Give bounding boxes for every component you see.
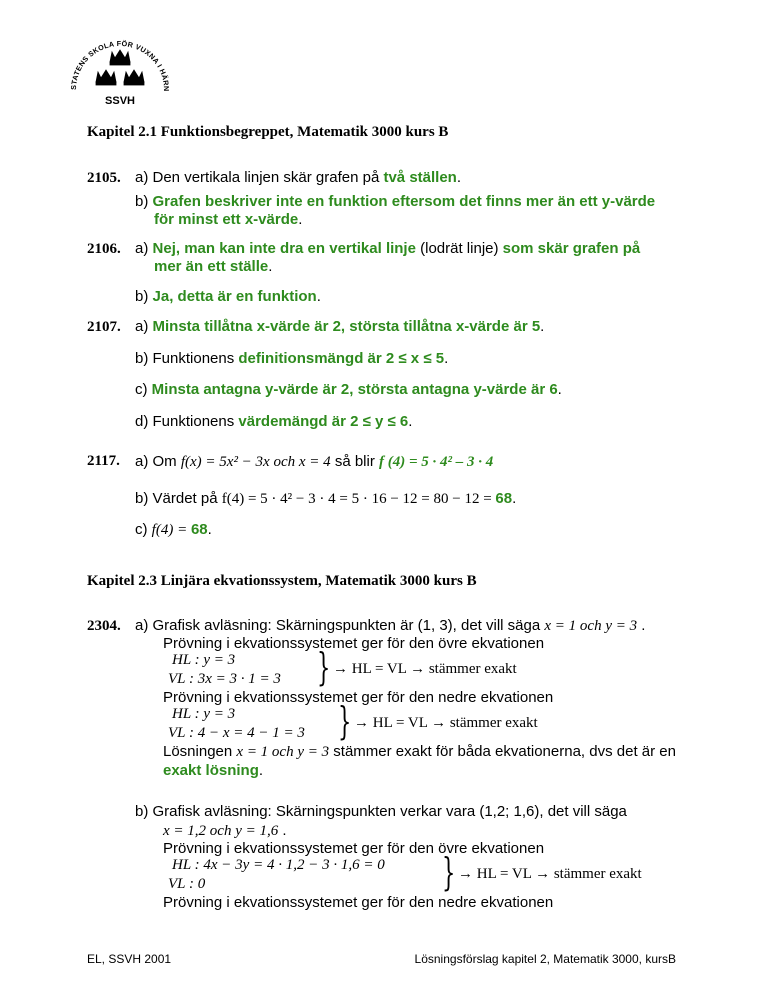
problem-number-2304: 2304. <box>87 618 121 634</box>
ssvh-logo <box>66 28 174 112</box>
problem-number-2117: 2117. <box>87 453 120 469</box>
problem-number-2107: 2107. <box>87 319 121 335</box>
footer-left: EL, SSVH 2001 <box>87 952 172 966</box>
answer-2304b-line1: b) Grafisk avläsning: Skärningspunkten verkar vara (1,2; 1,6), det vill säga <box>135 803 627 820</box>
answer-2105a: a) Den vertikala linjen skär grafen på två ställen. <box>135 169 462 186</box>
answer-2117b: b) Värdet på f(4) = 5 · 4² − 3 · 4 = 5 · 16 − 12 = 80 − 12 = 68. <box>135 490 517 507</box>
answer-2304b-check-upper: Prövning i ekvationssystemet ger för den övre ekvationen <box>163 840 545 857</box>
crown-seal-icon <box>66 28 174 112</box>
solution-line: Lösningen x = 1 och y = 3 stämmer exakt för båda ekvationerna, dvs det är en <box>163 743 676 760</box>
answer-2304b-check-lower: Prövning i ekvationssystemet ger för den nedre ekvationen <box>163 894 554 911</box>
hl-eq-1: HL : y = 3 <box>172 652 236 668</box>
answer-2107c: c) Minsta antagna y-värde är 2, största antagna y-värde är 6. <box>135 381 562 398</box>
answer-2105b-cont: för minst ett x-värde. <box>154 211 303 228</box>
answer-2304a-line1: a) Grafisk avläsning: Skärningspunkten är (1, 3), det vill säga x = 1 och y = 3 . <box>135 617 646 634</box>
answer-2117a: a) Om f(x) = 5x² − 3x och x = 4 så blir f (4) = 5 · 4² – 3 · 4 <box>135 453 494 470</box>
vl-eq-1: VL : 3x = 3 · 1 = 3 <box>168 671 281 687</box>
answer-2106a-cont: mer än ett ställe. <box>154 258 273 275</box>
vl-eq-2: VL : 4 − x = 4 − 1 = 3 <box>168 725 305 741</box>
answer-2107d: d) Funktionens värdemängd är 2 ≤ y ≤ 6. <box>135 413 413 430</box>
chapter-title-2-3: Kapitel 2.3 Linjära ekvationssystem, Matematik 3000 kurs B <box>87 573 477 589</box>
hl-eq-3: HL : 4x − 3y = 4 · 1,2 − 3 · 1,6 = 0 <box>172 857 385 873</box>
conclusion-2: → HL = VL → stämmer exakt <box>354 715 538 731</box>
answer-2304a-check-upper: Prövning i ekvationssystemet ger för den övre ekvationen <box>163 635 545 652</box>
hl-eq-2: HL : y = 3 <box>172 706 236 722</box>
problem-number-2106: 2106. <box>87 241 121 257</box>
solution-line-2: exakt lösning. <box>163 762 264 779</box>
conclusion-1: → HL = VL → stämmer exakt <box>333 661 517 677</box>
brace-1: } <box>317 645 331 689</box>
answer-2304b-line2: x = 1,2 och y = 1,6 . <box>163 822 287 839</box>
brace-2: } <box>338 699 352 743</box>
answer-2107b: b) Funktionens definitionsmängd är 2 ≤ x ≤ 5. <box>135 350 449 367</box>
answer-2117c: c) f(4) = 68. <box>135 521 212 538</box>
answer-2105b: b) Grafen beskriver inte en funktion eftersom det finns mer än ett y-värde <box>135 193 656 210</box>
conclusion-3: → HL = VL → stämmer exakt <box>458 866 642 882</box>
chapter-title-2-1: Kapitel 2.1 Funktionsbegreppet, Matematik 3000 kurs B <box>87 124 449 140</box>
answer-2107a: a) Minsta tillåtna x-värde är 2, största tillåtna x-värde är 5. <box>135 318 545 335</box>
vl-eq-3: VL : 0 <box>168 876 206 892</box>
logo-abbr: SSVH <box>105 95 135 107</box>
footer-right: Lösningsförslag kapitel 2, Matematik 3000, kursB <box>414 952 676 966</box>
answer-2304a-check-lower: Prövning i ekvationssystemet ger för den nedre ekvationen <box>163 689 554 706</box>
answer-2106a: a) Nej, man kan inte dra en vertikal linje (lodrät linje) som skär grafen på <box>135 240 641 257</box>
problem-number-2105: 2105. <box>87 170 121 186</box>
brace-3: } <box>442 850 456 894</box>
logo-arc-text: STATENS SKOLA FÖR VUXNA I HÄRN <box>68 38 172 92</box>
answer-2106b: b) Ja, detta är en funktion. <box>135 288 321 305</box>
